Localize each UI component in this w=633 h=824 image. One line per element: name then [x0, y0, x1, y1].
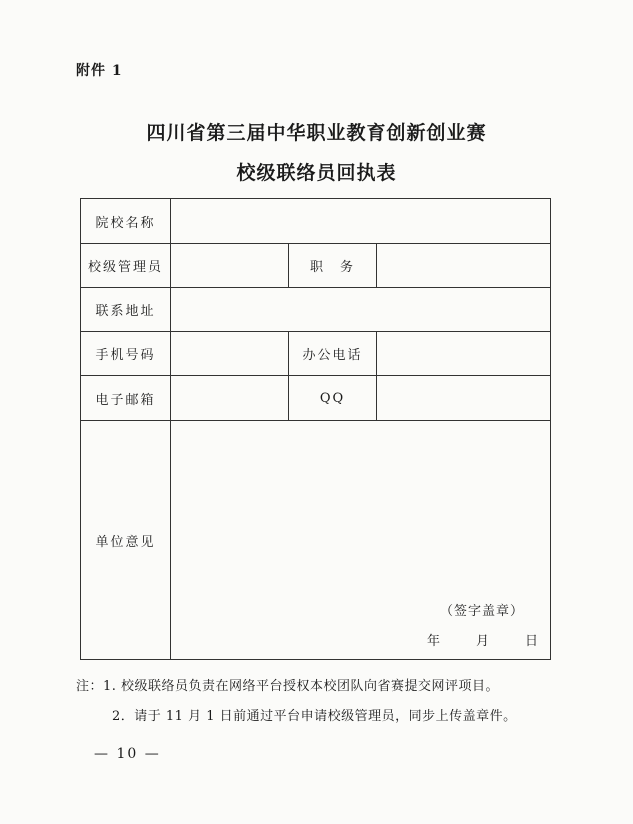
office-phone-label: 办公电话: [289, 332, 377, 376]
school-admin-label: 校级管理员: [81, 244, 171, 288]
table-row: [81, 332, 551, 376]
page-subtitle: 校级联络员回执表: [236, 162, 397, 184]
year-label: 年: [426, 634, 442, 649]
table-row: [81, 376, 551, 421]
email-field[interactable]: [171, 376, 289, 421]
position-field[interactable]: [377, 244, 551, 288]
page-number: — 10 —: [94, 746, 161, 762]
signature-seal-label: （签字盖章）: [440, 604, 525, 619]
address-label: 联系地址: [81, 288, 171, 332]
school-admin-field[interactable]: [171, 244, 289, 288]
receipt-form-table: [80, 198, 551, 660]
day-label: 日: [525, 634, 541, 649]
address-field[interactable]: [171, 288, 551, 332]
school-name-field[interactable]: [171, 199, 551, 244]
table-row: [81, 244, 551, 288]
unit-opinion-field[interactable]: [171, 421, 551, 660]
page-title: 四川省第三届中华职业教育创新创业赛: [146, 122, 487, 144]
position-label: 职 务: [289, 244, 377, 288]
mobile-field[interactable]: [171, 332, 289, 376]
office-phone-field[interactable]: [377, 332, 551, 376]
table-row: [81, 199, 551, 244]
qq-field[interactable]: [377, 376, 551, 421]
note-2: 2．请于 11 月 1 日前通过平台申请校级管理员，同步上传盖章件。: [112, 709, 517, 724]
attachment-label: 附件 1: [76, 63, 123, 79]
mobile-label: 手机号码: [81, 332, 171, 376]
unit-opinion-label: 单位意见: [81, 421, 171, 660]
date-line: [427, 630, 540, 649]
month-label: 月: [475, 634, 491, 649]
school-name-label: 院校名称: [81, 199, 171, 244]
email-label: 电子邮箱: [81, 376, 171, 421]
note-1: 注：1. 校级联络员负责在网络平台授权本校团队向省赛提交网评项目。: [76, 679, 500, 694]
table-row: [81, 421, 551, 660]
qq-label: QQ: [289, 376, 377, 421]
table-row: [81, 288, 551, 332]
